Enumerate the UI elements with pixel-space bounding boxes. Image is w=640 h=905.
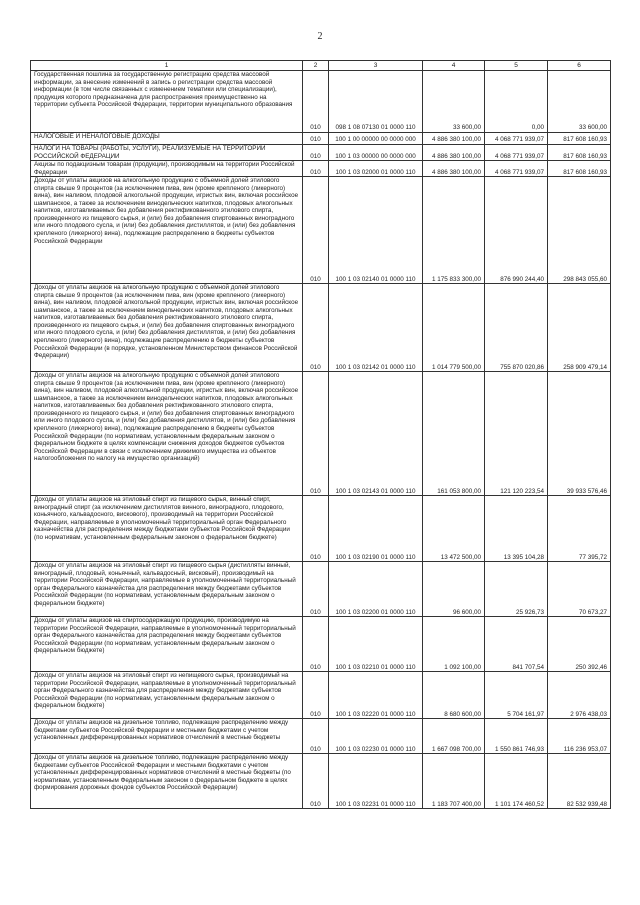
column-number-row xyxy=(31,61,611,71)
row-unexecuted-amount: 82 532 939,48 xyxy=(548,754,611,809)
row-budget-code: 100 1 03 02140 01 0000 110 xyxy=(329,177,423,284)
table-row xyxy=(31,719,611,754)
row-budget-code: 100 1 03 02220 01 0000 110 xyxy=(329,672,423,719)
row-name: Доходы от уплаты акцизов на дизельное топливо, подлежащие распределению между бюджетами субъектов Российской Федерации и местными бюджетами с учетом установленных дифференцированных нормативов отчислений в местные бюджеты (по нормативам, установленным Федеральным законом о федеральном бюджете в целях формирования дорожных фондов субъектов Российской Федерации) xyxy=(34,754,291,792)
row-executed-amount: 13 395 104,28 xyxy=(485,496,548,562)
row-code: 010 xyxy=(303,177,329,284)
row-approved-amount: 96 600,00 xyxy=(423,562,485,617)
row-approved-amount: 33 600,00 xyxy=(423,71,485,133)
table-row xyxy=(31,496,611,562)
row-code: 010 xyxy=(303,672,329,719)
row-code: 010 xyxy=(303,133,329,145)
row-name-cell xyxy=(31,284,303,372)
row-unexecuted-amount: 258 909 479,14 xyxy=(548,284,611,372)
row-budget-code: 098 1 08 07130 01 0000 110 xyxy=(329,71,423,133)
column-number: 3 xyxy=(329,61,423,71)
row-unexecuted-amount: 817 608 160,93 xyxy=(548,133,611,145)
column-number: 4 xyxy=(423,61,485,71)
row-name-cell xyxy=(31,71,303,133)
row-name-cell xyxy=(31,754,303,809)
row-unexecuted-amount: 77 395,72 xyxy=(548,496,611,562)
row-name-cell xyxy=(31,496,303,562)
row-unexecuted-amount: 70 673,27 xyxy=(548,562,611,617)
table-row xyxy=(31,754,611,809)
row-executed-amount: 755 870 020,86 xyxy=(485,284,548,372)
row-budget-code: 100 1 03 02210 01 0000 110 xyxy=(329,617,423,672)
row-code: 010 xyxy=(303,161,329,177)
row-executed-amount: 876 990 244,40 xyxy=(485,177,548,284)
row-code: 010 xyxy=(303,284,329,372)
table-row xyxy=(31,672,611,719)
row-budget-code: 100 1 03 02231 01 0000 110 xyxy=(329,754,423,809)
row-budget-code: 100 1 03 00000 00 0000 000 xyxy=(329,145,423,161)
row-approved-amount: 8 680 600,00 xyxy=(423,672,485,719)
row-budget-code: 100 1 03 02200 01 0000 110 xyxy=(329,562,423,617)
row-budget-code: 100 1 00 00000 00 0000 000 xyxy=(329,133,423,145)
row-approved-amount: 1 175 833 300,00 xyxy=(423,177,485,284)
row-executed-amount: 841 707,54 xyxy=(485,617,548,672)
row-unexecuted-amount: 33 600,00 xyxy=(548,71,611,133)
table-row xyxy=(31,161,611,177)
row-name-cell xyxy=(31,719,303,754)
row-name: Доходы от уплаты акцизов на этиловый спирт из непищевого сырья, производимый на территории Российской Федерации, направляемые в уполномоченный территориальный орган Федерального казначейства для распределения между бюджетами субъектов Российской Федерации (по нормативам, установленным федеральным законом о федеральном бюджете) xyxy=(34,672,296,710)
row-name: Доходы от уплаты акцизов на дизельное топливо, подлежащие распределению между бюджетами субъектов Российской Федерации и местными бюджетами с учетом установленных дифференцированных нормативов отчислений в местные бюджеты xyxy=(34,719,289,742)
column-number: 6 xyxy=(548,61,611,71)
row-executed-amount: 0,00 xyxy=(485,71,548,133)
row-code: 010 xyxy=(303,145,329,161)
row-code: 010 xyxy=(303,496,329,562)
row-unexecuted-amount: 116 236 953,07 xyxy=(548,719,611,754)
column-number: 2 xyxy=(303,61,329,71)
row-name: Доходы от уплаты акцизов на этиловый спирт из пищевого сырья (дистилляты винный, виноградный, плодовый, коньячный, кальвадосный, висковый), производимый на территории Российской Федерации, направляемые в уполномоченный территориальный орган Федерального казначейства для распределения между бюджетами субъектов Российской Федерации (по нормативам, установленным федеральным законом о федеральном бюджете) xyxy=(34,562,296,607)
page-number: 2 xyxy=(317,31,323,42)
row-name-cell xyxy=(31,145,303,161)
row-executed-amount: 121 120 223,54 xyxy=(485,372,548,496)
table-row xyxy=(31,562,611,617)
row-budget-code: 100 1 03 02143 01 0000 110 xyxy=(329,372,423,496)
row-executed-amount: 1 550 861 746,93 xyxy=(485,719,548,754)
row-unexecuted-amount: 817 608 160,93 xyxy=(548,145,611,161)
row-name: Доходы от уплаты акцизов на алкогольную продукцию с объемной долей этилового спирта свыше 9 процентов (за исключением пива, вин (кроме крепленого (ликерного) вина), вин наливом, плодовой алкогольной продукции, игристых вин, включая российское шампанское, а также за исключением винодельческих напитков, плодовых алкогольных напитков, изготавливаемых без добавления ректификованного этилового спирта, произведенного из пищевого сырья, и (или) без добавления спиртованных виноградного или иного плодового сусла, и (или) без добавления дистиллятов, и (или) без добавления крепленого (ликерного) вина), подлежащие распределению в бюджеты субъектов Российской Федерации xyxy=(34,177,299,245)
row-budget-code: 100 1 03 02230 01 0000 110 xyxy=(329,719,423,754)
table-row xyxy=(31,177,611,284)
row-approved-amount: 4 886 380 100,00 xyxy=(423,145,485,161)
row-approved-amount: 161 053 800,00 xyxy=(423,372,485,496)
row-approved-amount: 13 472 500,00 xyxy=(423,496,485,562)
table-row xyxy=(31,145,611,161)
row-code: 010 xyxy=(303,372,329,496)
revenue-table xyxy=(30,60,611,809)
row-unexecuted-amount: 250 392,46 xyxy=(548,617,611,672)
column-number: 5 xyxy=(485,61,548,71)
table-row xyxy=(31,133,611,145)
row-name-cell xyxy=(31,133,303,145)
row-unexecuted-amount: 2 976 438,03 xyxy=(548,672,611,719)
row-unexecuted-amount: 39 933 576,46 xyxy=(548,372,611,496)
row-approved-amount: 1 014 779 500,00 xyxy=(423,284,485,372)
table-row xyxy=(31,284,611,372)
row-executed-amount: 4 068 771 939,07 xyxy=(485,133,548,145)
row-approved-amount: 1 667 098 700,00 xyxy=(423,719,485,754)
row-approved-amount: 4 886 380 100,00 xyxy=(423,161,485,177)
row-name-cell xyxy=(31,177,303,284)
row-code: 010 xyxy=(303,71,329,133)
row-name: Доходы от уплаты акцизов на алкогольную продукцию с объемной долей этилового спирта свыше 9 процентов (за исключением пива, вин (кроме крепленого (ликерного) вина), вин наливом, плодовой алкогольной продукции, игристых вин, включая российское шампанское, а также за исключением винодельческих напитков, плодовых алкогольных напитков, изготавливаемых без добавления ректификованного этилового спирта, произведенного из пищевого сырья, и (или) без добавления спиртованных виноградного или иного плодового сусла, и (или) без добавления дистиллятов, и (или) без добавления крепленого (ликерного) вина), подлежащие распределению в бюджеты субъектов Российской Федерации (по нормативам, установленным федеральным законом о федеральном бюджете в целях компенсации снижения доходов бюджетов субъектов Российской Федерации в связи с исключением движимого имущества из объектов налогообложения по налогу на имущество организаций) xyxy=(34,372,299,463)
row-name-cell xyxy=(31,562,303,617)
row-name: Доходы от уплаты акцизов на алкогольную продукцию с объемной долей этилового спирта свыше 9 процентов (за исключением пива, вин (кроме крепленого (ликерного) вина), вин наливом, плодовой алкогольной продукции, игристых вин, включая российское шампанское, а также за исключением винодельческих напитков, плодовых алкогольных напитков, изготавливаемых без добавления ректификованного этилового спирта, произведенного из пищевого сырья, и (или) без добавления спиртованных виноградного или иного плодового сусла, и (или) без добавления дистиллятов, и (или) без добавления крепленого (ликерного) вина), подлежащие распределению в бюджеты субъектов Российской Федерации (в порядке, установленном Министерством финансов Российской Федерации) xyxy=(34,284,299,360)
row-name: Доходы от уплаты акцизов на этиловый спирт из пищевого сырья, винный спирт, виноградный спирт (за исключением дистиллятов винного, виноградного, плодового, коньячного, кальвадосного, вискового), производимый на территории Российской Федерации, направляемые в уполномоченный территориальный орган Федерального казначейства для распределения между бюджетами субъектов Российской Федерации (по нормативам, установленным федеральным законом о федеральном бюджете) xyxy=(34,496,290,541)
row-name: НАЛОГОВЫЕ И НЕНАЛОГОВЫЕ ДОХОДЫ xyxy=(34,133,160,140)
row-name-cell xyxy=(31,372,303,496)
row-budget-code: 100 1 03 02000 01 0000 110 xyxy=(329,161,423,177)
row-code: 010 xyxy=(303,617,329,672)
row-unexecuted-amount: 298 843 055,60 xyxy=(548,177,611,284)
row-approved-amount: 1 092 100,00 xyxy=(423,617,485,672)
row-name: Государственная пошлина за государственную регистрацию средства массовой информации, за внесение изменений в запись о регистрации средства массовой информации (в том числе связанных с изменением тематики или специализации), продукция которого предназначена для распространения преимущественно на территории субъекта Российской Федерации, территории муниципального образования xyxy=(34,71,293,109)
row-name: НАЛОГИ НА ТОВАРЫ (РАБОТЫ, УСЛУГИ), РЕАЛИЗУЕМЫЕ НА ТЕРРИТОРИИ РОССИЙСКОЙ ФЕДЕРАЦИИ xyxy=(34,145,266,160)
row-executed-amount: 4 068 771 939,07 xyxy=(485,161,548,177)
row-name: Доходы от уплаты акцизов на спиртосодержащую продукцию, производимую на территории Российской Федерации, направляемые в уполномоченный территориальный орган Федерального казначейства для распределения между бюджетами субъектов Российской Федерации (по нормативам, установленным федеральным законом о федеральном бюджете) xyxy=(34,617,296,655)
row-name: Акцизы по подакцизным товарам (продукции), производимым на территории Российской Федерации xyxy=(34,161,295,176)
table-row xyxy=(31,71,611,133)
row-name-cell xyxy=(31,161,303,177)
row-code: 010 xyxy=(303,562,329,617)
column-number: 1 xyxy=(31,61,303,71)
row-code: 010 xyxy=(303,754,329,809)
row-budget-code: 100 1 03 02142 01 0000 110 xyxy=(329,284,423,372)
row-approved-amount: 4 886 380 100,00 xyxy=(423,133,485,145)
row-executed-amount: 1 101 174 460,52 xyxy=(485,754,548,809)
row-name-cell xyxy=(31,672,303,719)
row-budget-code: 100 1 03 02190 01 0000 110 xyxy=(329,496,423,562)
table-row xyxy=(31,372,611,496)
row-unexecuted-amount: 817 608 160,93 xyxy=(548,161,611,177)
table-row xyxy=(31,617,611,672)
row-approved-amount: 1 183 707 400,00 xyxy=(423,754,485,809)
row-executed-amount: 4 068 771 939,07 xyxy=(485,145,548,161)
row-name-cell xyxy=(31,617,303,672)
row-code: 010 xyxy=(303,719,329,754)
row-executed-amount: 5 704 161,97 xyxy=(485,672,548,719)
row-executed-amount: 25 926,73 xyxy=(485,562,548,617)
